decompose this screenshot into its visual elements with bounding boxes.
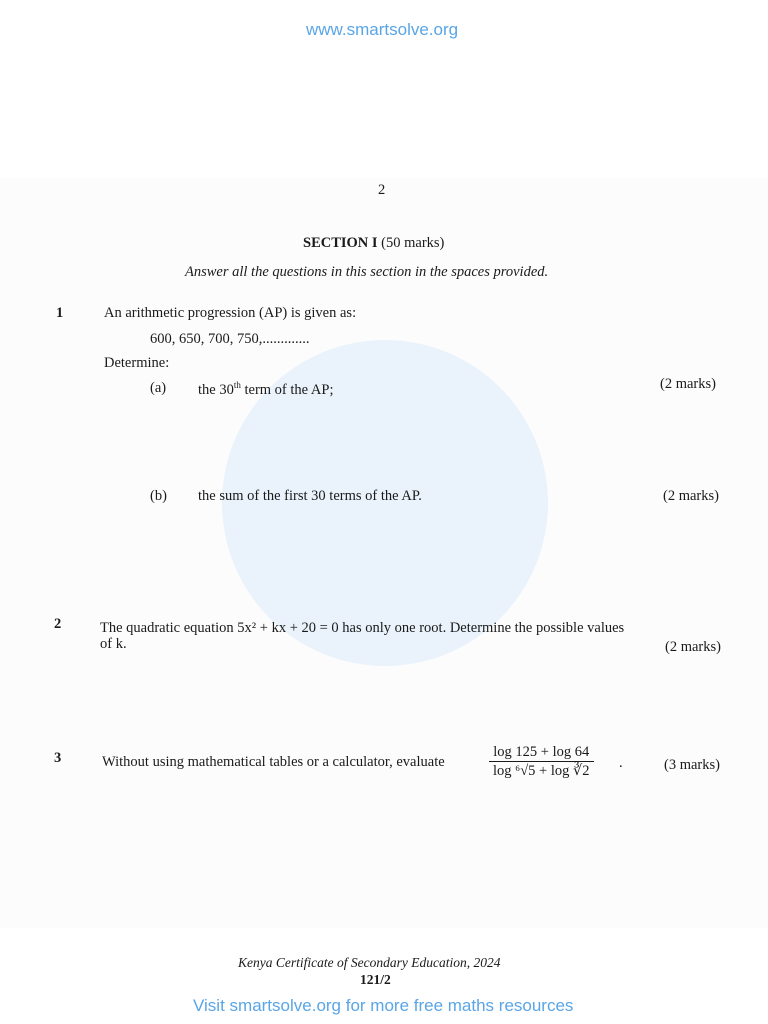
q3-fraction: [489, 744, 594, 781]
q1b-label: (b): [150, 488, 167, 504]
footer-code: 121/2: [360, 972, 391, 987]
q2-number: 2: [54, 616, 62, 632]
footer-exam: Kenya Certificate of Secondary Education, 2024: [238, 955, 501, 970]
header-site-link[interactable]: www.smartsolve.org: [306, 20, 459, 39]
section-heading: [303, 235, 444, 252]
q1-number: 1: [56, 305, 64, 321]
q3-number: 3: [54, 750, 62, 766]
q1b-marks: (2 marks): [663, 488, 719, 504]
section-marks: (50 marks): [381, 235, 445, 251]
section-instruction: Answer all the questions in this section in the spaces provided.: [185, 264, 549, 280]
q1a-label: (a): [150, 380, 167, 396]
q1a-text-post: term of the AP;: [240, 381, 334, 398]
q1a-marks: (2 marks): [660, 376, 716, 392]
q1b-text: the sum of the first 30 terms of the AP.: [198, 488, 422, 504]
q1-determine: Determine:: [104, 355, 170, 371]
q1a-text: [198, 380, 334, 399]
page-number: 2: [378, 182, 386, 198]
q3-denominator: log ⁶√5 + log ∛2: [493, 763, 590, 779]
footer-promo-link[interactable]: Visit smartsolve.org for more free maths resources: [193, 996, 574, 1015]
q3-numerator: log 125 + log 64: [489, 744, 594, 762]
q1-sequence: 600, 650, 700, 750,.............: [150, 331, 310, 347]
q2-line2: of k.: [100, 636, 127, 652]
section-title: SECTION I: [303, 235, 378, 251]
q1-intro: An arithmetic progression (AP) is given as:: [104, 305, 357, 321]
q1a-superscript: th: [233, 380, 241, 390]
q1a-text-pre: the 30: [198, 381, 234, 398]
q3-end: .: [619, 755, 623, 771]
q2-marks: (2 marks): [665, 639, 721, 655]
q3-marks: (3 marks): [664, 757, 720, 773]
q2-line1: The quadratic equation 5x² + kx + 20 = 0 has only one root. Determine the possible values: [100, 620, 625, 636]
q3-text: Without using mathematical tables or a calculator, evaluate: [102, 754, 445, 770]
